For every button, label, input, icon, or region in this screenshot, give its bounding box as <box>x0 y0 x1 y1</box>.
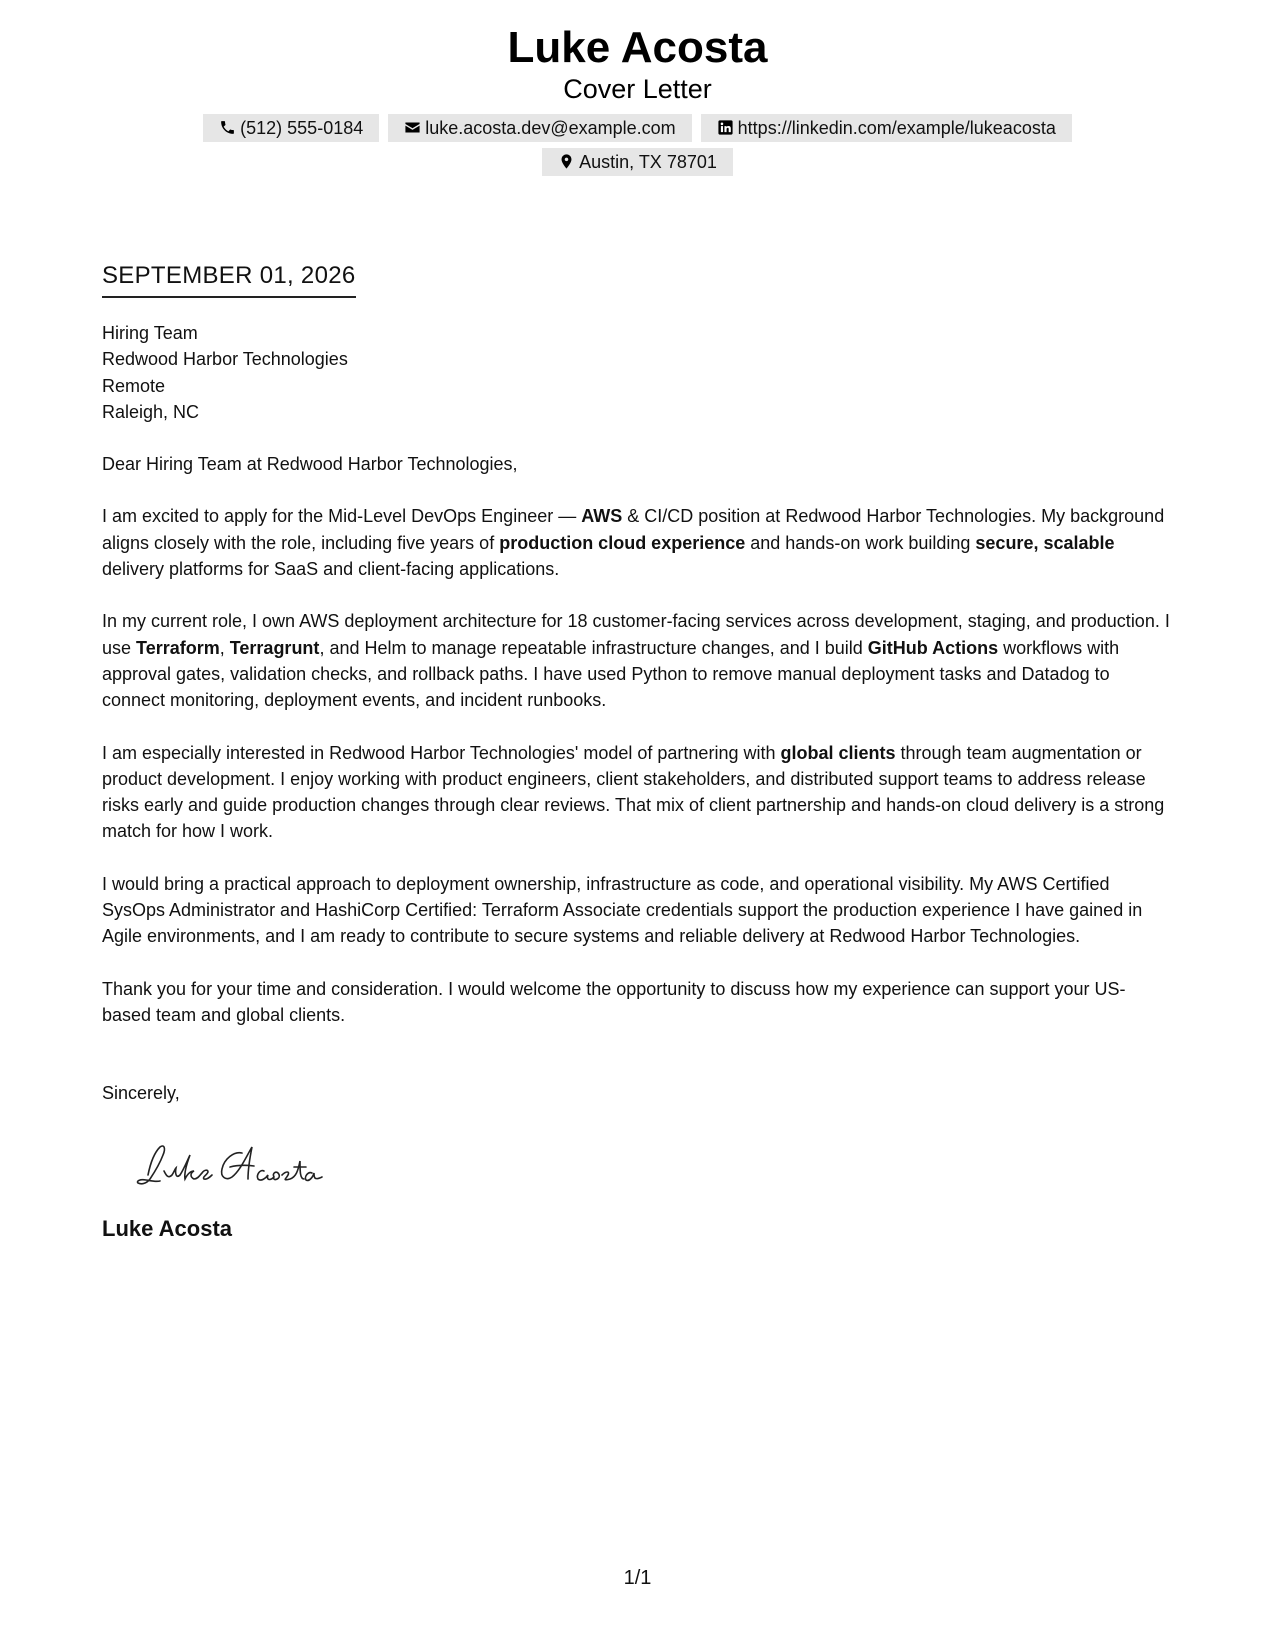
phone-icon <box>219 119 236 136</box>
recipient-block <box>102 320 1172 425</box>
contact-bar <box>138 112 1138 180</box>
letter-header <box>0 20 1275 180</box>
map-pin-icon <box>558 153 575 170</box>
paragraph-3: I am especially interested in Redwood Harbor Technologies' model of partnering with global clients through team augmentation or product development. I enjoy working with product engineers, client stakeholders, and distributed support teams to address release risks early and guide production changes through clear reviews. That mix of client partnership and hands-on cloud delivery is a strong match for how I work. <box>102 742 1165 842</box>
contact-location <box>542 148 733 176</box>
salutation: Dear Hiring Team at Redwood Harbor Technologies, <box>102 454 518 475</box>
contact-linkedin[interactable] <box>701 114 1072 142</box>
contact-email[interactable] <box>388 114 691 142</box>
paragraph-4: I would bring a practical approach to deployment ownership, infrastructure as code, and operational visibility. My AWS Certified SysOps Administrator and HashiCorp Certified: Terraform Associate credentials support the production experience I have gained in Agile environments, and I am ready to contribute to secure systems and reliable delivery at Redwood Harbor Technologies. <box>102 873 1143 947</box>
letter-body <box>102 320 1172 1242</box>
linkedin-icon <box>717 119 734 136</box>
phone-text: (512) 555-0184 <box>240 118 364 138</box>
applicant-name: Luke Acosta <box>507 23 768 72</box>
email-text: luke.acosta.dev@example.com <box>425 118 676 138</box>
letter-date: SEPTEMBER 01, 2026 <box>102 262 356 298</box>
closing: Sincerely, <box>102 1083 180 1104</box>
contact-phone[interactable] <box>203 114 379 142</box>
envelope-icon <box>404 119 421 136</box>
document-subtitle: Cover Letter <box>563 74 712 104</box>
linkedin-text: https://linkedin.com/example/lukeacosta <box>737 118 1056 138</box>
signature-image <box>130 1135 370 1195</box>
page-number: 1/1 <box>623 1567 652 1589</box>
recipient-line: Raleigh, NC <box>102 401 200 422</box>
location-text: Austin, TX 78701 <box>579 152 717 172</box>
recipient-line: Remote <box>102 375 166 396</box>
signer-name: Luke Acosta <box>102 1215 233 1241</box>
paragraph-1: I am excited to apply for the Mid-Level DevOps Engineer — AWS & CI/CD position at Redwood Harbor Technologies. My background aligns closely with the role, including five years of production cloud experience and hands-on work building secure, scalable delivery platforms for SaaS and client-facing applications. <box>102 506 1165 580</box>
recipient-line: Redwood Harbor Technologies <box>102 349 348 370</box>
paragraph-2: In my current role, I own AWS deployment architecture for 18 customer-facing services across development, staging, and production. I use Terraform, Terragrunt, and Helm to manage repeatable infrastructure changes, and I build GitHub Actions workflows with approval gates, validation checks, and rollback paths. I have used Python to remove manual deployment tasks and Datadog to connect monitoring, deployment events, and incident runbooks. <box>102 611 1170 711</box>
paragraph-5: Thank you for your time and consideration. I would welcome the opportunity to discuss how my experience can support your US-based team and global clients. <box>102 978 1126 1025</box>
recipient-line: Hiring Team <box>102 323 198 343</box>
